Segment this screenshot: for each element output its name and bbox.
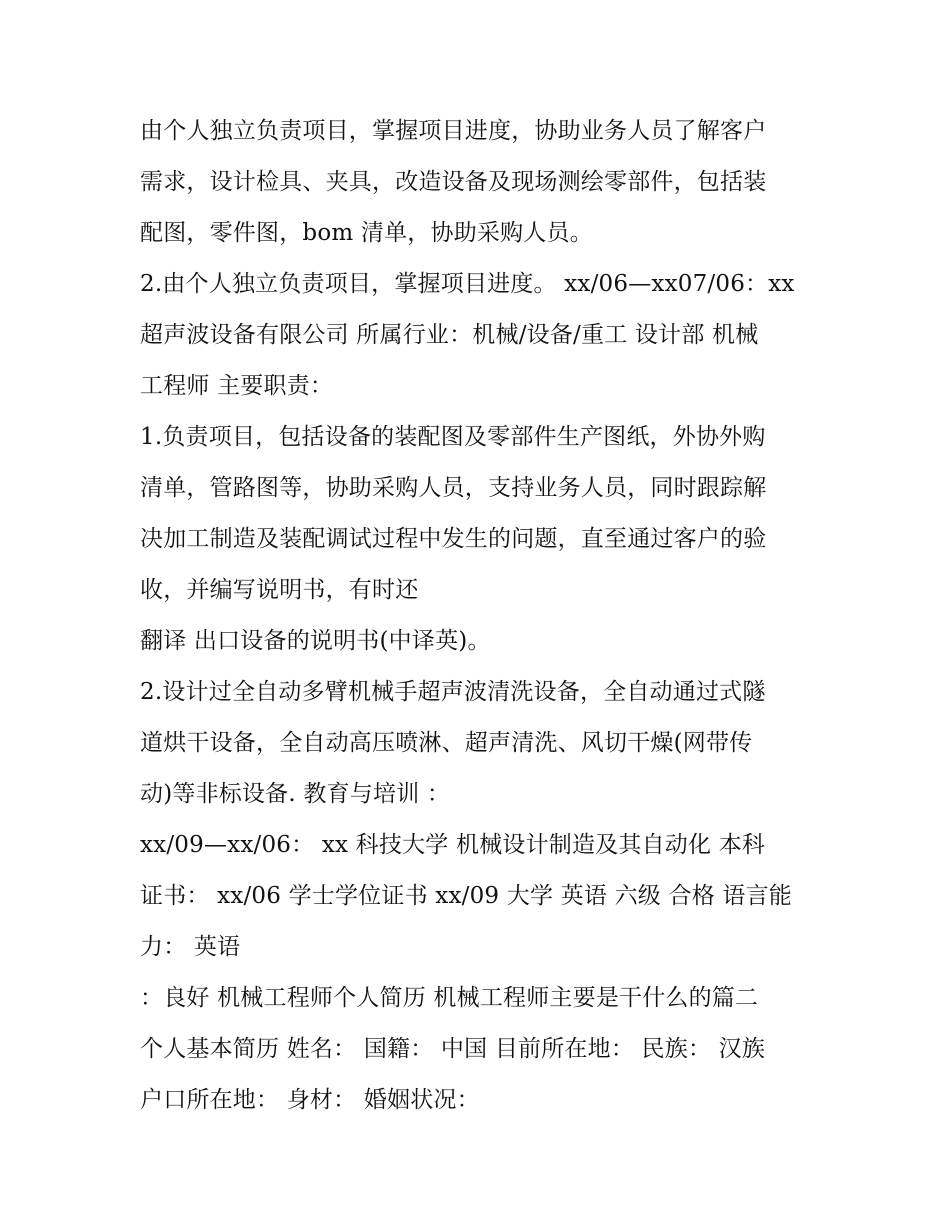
text-line: 超声波设备有限公司 所属行业：机械/设备/重工 设计部 机械	[140, 322, 759, 348]
text-line: 需求，设计检具、夹具，改造设备及现场测绘零部件，包括装	[140, 169, 767, 195]
resume-text-body	[140, 106, 815, 1126]
text-line: 决加工制造及装配调试过程中发生的问题，直至通过客户的验	[140, 526, 767, 552]
text-line: 工程师 主要职责：	[140, 373, 334, 399]
text-line: 配图，零件图，bom 清单，协助采购人员。	[140, 220, 593, 246]
text-line: 户口所在地： 身材： 婚姻状况：	[140, 1087, 480, 1113]
text-line: 力： 英语	[140, 934, 241, 960]
text-line: 2.由个人独立负责项目，掌握项目进度。 xx/06—xx07/06：xx	[140, 271, 795, 297]
text-line: 由个人独立负责项目，掌握项目进度，协助业务人员了解客户	[140, 118, 767, 144]
text-line: 收，并编写说明书，有时还	[140, 577, 419, 603]
text-line: 清单，管路图等，协助采购人员，支持业务人员，同时跟踪解	[140, 475, 767, 501]
text-line: 动)等非标设备. 教育与培训 ：	[140, 781, 451, 807]
text-line: ：良好 机械工程师个人简历 机械工程师主要是干什么的篇二	[140, 985, 759, 1011]
text-line: 2.设计过全自动多臂机械手超声波清洗设备，全自动通过式隧	[140, 679, 766, 705]
text-line: 证书： xx/06 学士学位证书 xx/09 大学 英语 六级 合格 语言能	[140, 883, 793, 909]
text-line: 个人基本简历 姓名： 国籍： 中国 目前所在地： 民族： 汉族	[140, 1036, 766, 1062]
text-line: 翻译 出口设备的说明书(中译英)。	[140, 628, 491, 654]
text-line: 道烘干设备，全自动高压喷淋、超声清洗、风切干燥(网带传	[140, 730, 753, 756]
text-line: 1.负责项目，包括设备的装配图及零部件生产图纸，外协外购	[140, 424, 766, 450]
text-line: xx/09—xx/06： xx 科技大学 机械设计制造及其自动化 本科	[140, 832, 766, 858]
